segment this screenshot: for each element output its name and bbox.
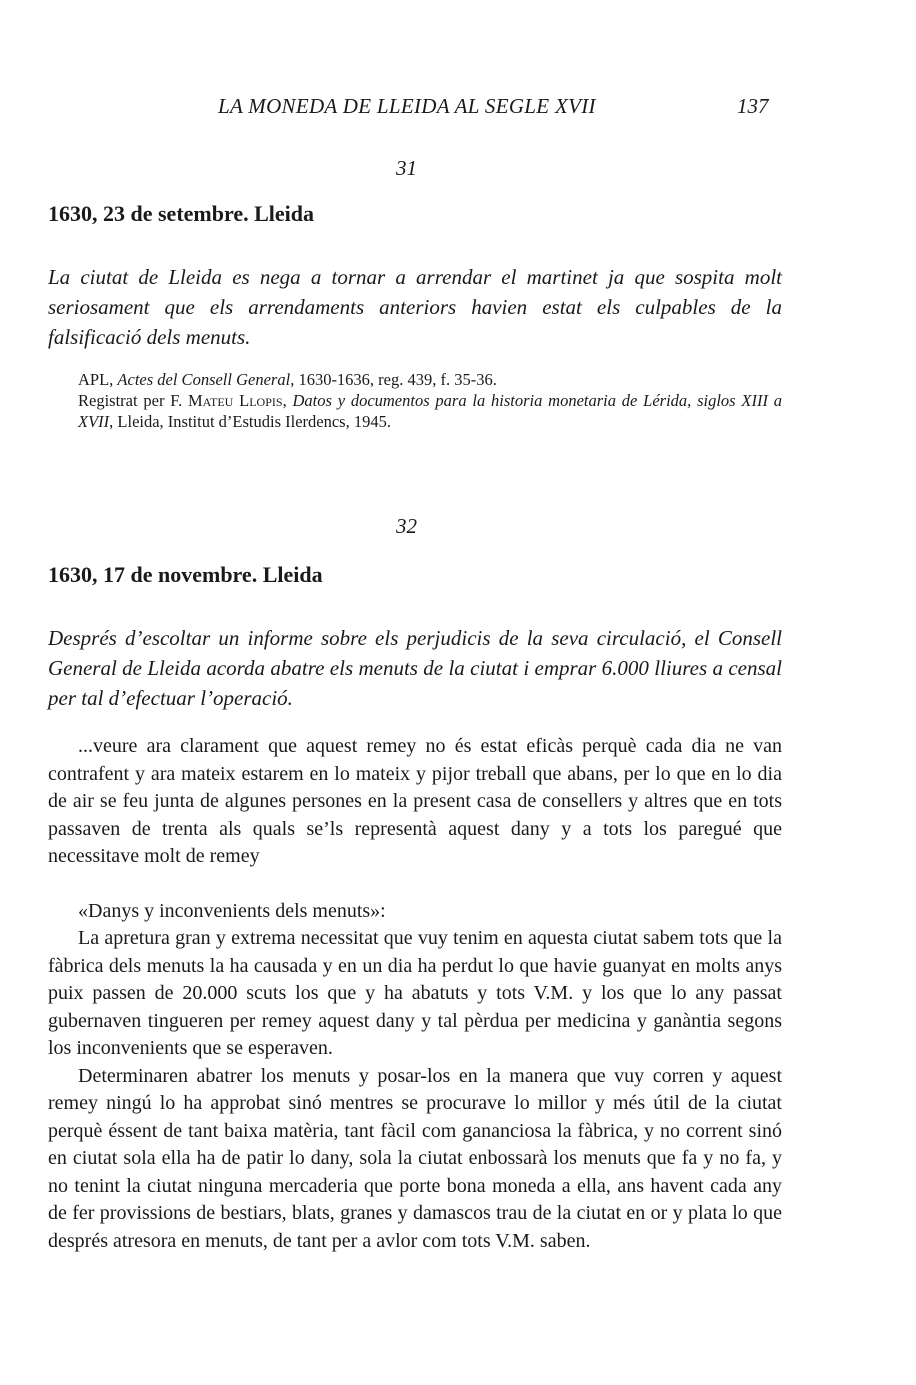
document-number-31: 31 [396, 156, 417, 180]
archive-reference: APL, Actes del Consell General, 1630-1636, reg. 439, f. 35-36. [78, 370, 497, 389]
document-number-32: 32 [396, 514, 417, 538]
registered-reference: Registrat per F. Mateu Llopis, Datos y documentos para la historia monetaria de Lérida, siglos XIII a XVII, Lleida, Institut d’Estudis Ilerdencs, 1945. [78, 391, 782, 431]
body-paragraph: ...veure ara clarament que aquest remey no és estat eficàs perquè cada dia ne van contrafent y ara mateix estarem en lo mateix y pijor treball que abans, per lo que en lo dia de air se feu junta de algunes persones en la present casa de consellers y altres que en tots passaven de trenta als quals se’ls representà aquest dany y a tots los paregué que necessitave molt de remey [48, 735, 782, 867]
body-paragraph: «Danys y inconvenients dels menuts»: [78, 899, 386, 922]
document-date-31: 1630, 23 de setembre. Lleida [48, 201, 315, 226]
page-number: 137 [737, 94, 769, 118]
document-date-32: 1630, 17 de novembre. Lleida [48, 562, 323, 587]
source-citation-31 [78, 369, 782, 432]
document-summary-31: La ciutat de Lleida es nega a tornar a arrendar el martinet ja que sospita molt seriosament que els arrendaments anteriors havien estat els culpables de la falsificació dels menuts. [48, 265, 782, 349]
running-title: LA MONEDA DE LLEIDA AL SEGLE XVII [218, 94, 596, 118]
document-summary-32: Després d’escoltar un informe sobre els perjudicis de la seva circulació, el Consell General de Lleida acorda abatre els menuts de la ciutat i emprar 6.000 lliures a censal per tal d’efectuar l’operació. [48, 626, 782, 710]
document-body-32 [48, 733, 782, 1255]
body-paragraph: La apretura gran y extrema necessitat que vuy tenim en aquesta ciutat sabem tots que la fàbrica dels menuts la ha causada y en un dia ha perdut lo que havie guanyat en molts anys puix passen de 20.000 scuts los que y ha abatuts y tots V.M. y los que lo any passat gubernaven tingueren per remey aquest dany y tal pèrdua per medicina y ganàntia segons los inconvenients que se esperaven. [48, 927, 782, 1059]
body-paragraph: Determinaren abatrer los menuts y posar-los en la manera que vuy corren y aquest remey ningú lo ha approbat sinó mentres se procurave lo millor y més útil de la ciutat perquè éssent de tant baixa matèria, tant fàcil com gananciosa la fàbrica, y no corrent sinó en ciutat sola ella ha de patir lo dany, sola la ciutat enbossarà los menuts que fa y no fa, y no tenint la ciutat ninguna mercaderia que porte bona moneda a ella, ans havent cada any de fer provissions de bestiars, blats, granes y damascos trau de la ciutat en or y plata lo que després atresora en menuts, de tant per a avlor com tots V.M. saben. [48, 1064, 782, 1252]
